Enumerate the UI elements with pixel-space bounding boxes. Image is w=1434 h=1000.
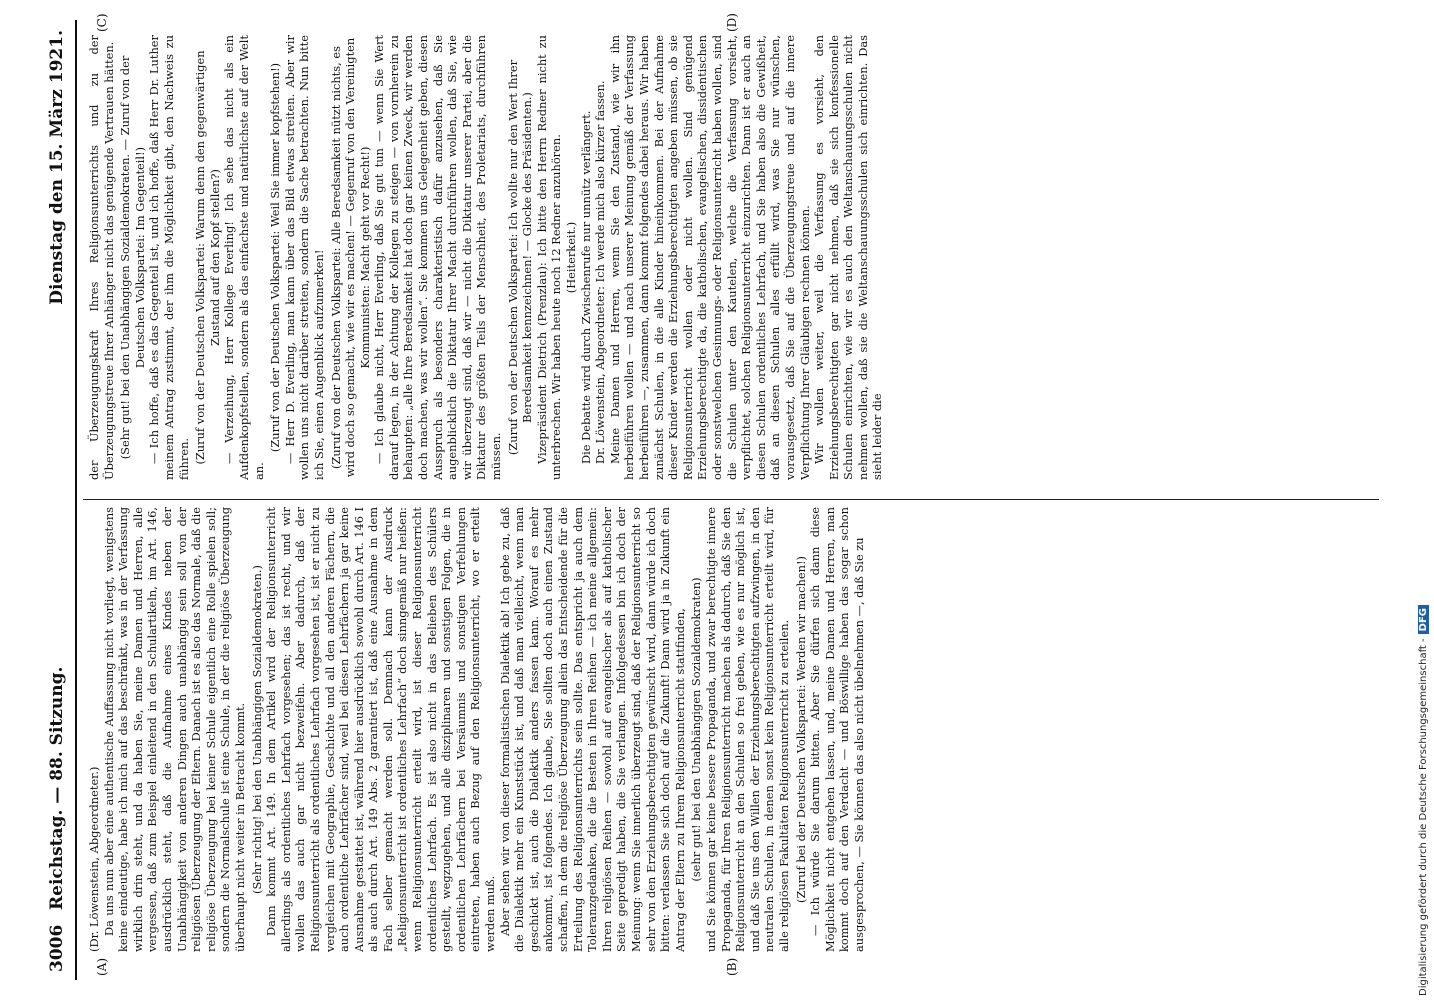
paragraph: Dr. Löwenstein, Abgeordneter: Ich werde mich also kürzer fassen. — [593, 80, 608, 464]
paragraph: Meine Damen und Herren, wenn Sie den Zustand, wie wir ihn herbeiführen wollen — und nach unserer Meinung gemäß der Verfassung herbeiführen —, zusammen, dann kommt folgendes dabei heraus. Wir haben zunächst Schulen, in die alle Kinder hineinkommen. Bei der Aufnahme dieser Kinder werden die Erziehungsberechtigten angeben müssen, ob sie Religionsunterricht wollen oder nicht wollen. Sind genügend Erziehungsberechtigte da, die katholischen, evangelischen, dissidentischen oder sonstwelchen Gesinnungs- oder Religionsunterricht haben wollen, sind die Schulen unter den Kautelen, welche die Verfassung vorsieht, verpflichtet, solchen Religionsunterricht einzurichten. Dann ist er auch an diesen Schulen ordentliches Lehrfach, und Sie haben also die Gewißheit, daß an diesen Schulen alles erfüllt wird, was Sie nur wünschen, vorausgesetzt, daß Sie auf die Überzeugungstreue und auf die innere Verpflichtung Ihrer Gläubigen rechnen können. — [607, 35, 812, 480]
page-header — [35, 20, 75, 980]
page-number: 3006 — [47, 924, 67, 972]
header-rule — [75, 20, 77, 980]
interjection: (Zuruf von der Deutschen Volkspartei: Alle Beredsamkeit nützt nichts, es wird doch so gemacht, wie wir es machen! — Gegenruf von den Vereinigten Kommunisten: Macht geht vor Recht!) — [328, 37, 372, 478]
interjection: (sehr gut! bei den Unabhängigen Sozialdemokraten) — [689, 577, 704, 882]
paragraph: Da uns nun aber eine authentische Auffassung nicht vorliegt, wenigstens keine eindeutige, habe ich mich auf das beschränkt, was in der Verfassung wirklich drin steht, und da haben Sie, meine Damen und Herren, alle vergessen, daß zum Beispiel einleitend in den Schulartikeln, im Art. 146, ausdrücklich steht, daß die Aufnahme eines Kindes neben der Unabhängigkeit von anderen Dingen auch unabhängig sein soll von der religiösen Überzeugung der Eltern. Danach ist es also das Normale, daß die religiöse Überzeugung bei keiner Schule eigentlich eine Rolle spielen soll; sondern die Normalschule ist eine Schule, in der die religiöse Überzeugung überhaupt nicht weiter in Betracht kommt. — [101, 507, 247, 952]
text-column-right — [87, 35, 1377, 480]
paragraph: — Ich hoffe, daß es das Gegenteil ist, und ich hoffe, daß Herr Dr. Luther meinem Antrag zustimmt, der ihm die Möglichkeit gibt, den Nachweis zu führen. — [147, 35, 191, 480]
margin-mark-b: (B) — [725, 957, 739, 976]
interjection: (Sehr gut! bei den Unabhängigen Sozialdemokraten. — Zuruf von der Deutschen Volkspartei: Im Gegenteil!) — [118, 55, 147, 460]
text-column-left — [87, 507, 1377, 952]
paragraph: Wir wollen weiter, weil die Verfassung es vorsieht, den Erziehungsberechtigten gar nicht nehmen, daß sie sich konfessionelle Schulen einrichten, wie wir es auch den Weltanschauungsschulen nicht nehmen wollen, daß sie die Weltanschauungsschulen sich einrichten. Das sieht leider die — [812, 35, 885, 480]
paragraph: Dann kommt Art. 149. In dem Artikel wird der Religionsunterricht allerdings als ordentliches Lehrfach vorgesehen; das ist recht, und wir wollen das auch gar nicht bezweifeln. Aber dadurch, daß der Religionsunterricht als ordentliches Lehrfach vorgesehen ist, ist er nicht zu vergleichen mit Geographie, Geschichte und all den anderen Fächern, die auch ordentliche Lehrfächer sind, weil bei diesen Lehrfächern ja gar keine Ausnahme gestattet ist, während hier ausdrücklich sowohl durch Art. 146 I als auch durch Art. 149 Abs. 2 garantiert ist, daß eine Ausnahme in dem Fach selber gemacht werden soll. Demnach kann der Ausdruck „Religionsunterricht ist ordentliches Lehrfach“ doch sinngemäß nur heißen: wenn Religionsunterricht erteilt wird, ist dieser Religionsunterricht ordentliches Lehrfach. Es ist also nicht in das Belieben des Schülers gestellt, wegzugehen, und alle disziplinaren und sonstigen Folgen, die in ordentlichen Lehrfächern bei Versäumnis und sonstigen Verfehlungen eintreten, haben auch Bezug auf den Religionsunterricht, wo er erteilt werden muß. — [264, 507, 498, 952]
interjection: (Sehr richtig! bei den Unabhängigen Sozialdemokraten.) — [249, 565, 264, 894]
margin-mark-a: (A) — [95, 957, 109, 976]
paragraph: — Herr D. Everling, man kann über das Bild etwas streiten. Aber wir wollen uns nicht darüber streiten, sondern die Sache betrachten. Nun bitte ich Sie, einen Augenblick aufzumerken! — [282, 35, 326, 480]
interjection: (Zuruf von der Deutschen Volkspartei: Weil Sie immer kopfstehen!) — [268, 62, 283, 453]
credit-text: Digitalisierung gefördert durch die Deutsche Forschungsgemeinschaft - — [1418, 638, 1429, 996]
paragraph: Vizepräsident Dietrich (Prenzlau): Ich bitte den Herrn Redner nicht zu unterbrechen. Wir haben heute noch 12 Redner anzuhören. — [534, 35, 564, 480]
column-divider — [83, 499, 1379, 500]
paragraph: der Überzeugungskraft Ihres Religionsunterrichts und zu der Überzeugungstreue Ihrer Anhänger nicht das genügende Vertrauen hätten. — [87, 35, 116, 480]
interjection: (Zuruf von der Deutschen Volkspartei: Warum denn den gegenwärtigen Zustand auf den Kopf stellen?) — [193, 50, 222, 465]
rotated-page — [35, 13, 1385, 980]
paragraph: Aber sehen wir von dieser formalistischen Dialektik ab! Ich gebe zu, daß die Dialektik mehr ein Kunststück ist, und daß man vielleicht, wenn man geschickt ist, auch die Dialektik anders fassen kann. Worauf es mehr ankommt, ist folgendes. Ich glaube, Sie sollten doch auch einen Zustand schaffen, in dem die religiöse Überzeugung allein das Entscheidende für die Erteilung des Religionsunterrichts sein sollte. Das entspricht ja auch dem Toleranzgedanken, die die Besten in Ihren Reihen — ich meine allgemein: Ihren religiösen Reihen — sowohl auf evangelischer als auf katholischer Seite gepredigt haben, die Sie verlangen. Infolgedessen bin ich doch der Meinung: wenn Sie innerlich überzeugt sind, daß der Religionsunterricht so sehr von den Erziehungsberechtigten gewünscht wird, dann würde ich doch bitten: verlassen Sie sich doch auf die Zukunft! Dann wird ja in Zukunft ein Antrag der Eltern zu Ihrem Religionsunterricht stattfinden, — [497, 507, 687, 952]
paragraph: Die Debatte wird durch Zwischenrufe nur unnütz verlängert. — [578, 110, 593, 464]
paragraph: und Sie können gar keine bessere Propaganda, und zwar berechtigte innere Propaganda, für Ihren Religionsunterricht machen als dadurch, daß Sie den Religionsunterricht an den Schulen so frei geben, wie es nur möglich ist, und daß Sie uns den Willen der Erziehungsberechtigten aufzwingen, in den neutralen Schulen, in denen sonst kein Religionsunterricht erteilt wird, für alle religiösen Fakultäten Religionsunterricht zu erteilen. — [703, 507, 791, 952]
interjection: (Zuruf bei der Deutschen Volkspartei: Werden wir machen!) — [793, 556, 808, 903]
paragraph: — Ich glaube nicht, Herr Everling, daß Sie gut tun — wenn Sie Wert darauf legen, in der Achtung der Kollegen zu steigen — von vornherein zu behaupten: „alle Ihre Beredsamkeit hat doch gar keinen Zweck, wir werden doch machen, was wir wollen“. Sie kommen uns Gelegenheit geben, diesen Ausspruch als besonders charakteristisch dafür anzusehen, daß Sie augenblicklich die Diktatur Ihrer Macht durchführen wollen, daß Sie, wie wir überzeugt sind, daß wir — nicht die Diktatur unserer Partei, aber die Diktatur des größten Teils der Menschheit, des Proletariats, durchführen müssen. — [372, 35, 504, 480]
header-date: Dienstag den 15. März 1921. — [47, 30, 67, 305]
speaker-reference: (Dr. Löwenstein, Abgeordneter.) — [87, 766, 101, 952]
margin-mark-c: (C) — [95, 13, 109, 32]
interjection: (Heiterkeit.) — [564, 221, 578, 294]
header-session: Reichstag. — 88. Sitzung. — [47, 666, 67, 910]
digitization-credit — [1418, 605, 1429, 996]
margin-mark-d: (D) — [725, 13, 739, 32]
dfg-logo: DFG — [1418, 605, 1429, 634]
paragraph: — Ich würde Sie darum bitten. Aber Sie dürfen sich dann diese Möglichkeit nicht entgehen lassen, und, meine Damen und Herren, man kommt doch auf den Verdacht — und Böswillige haben das sogar schon ausgesprochen, — Sie können das also nicht übelnehmen —, daß Sie zu — [808, 507, 866, 952]
paragraph: — Verzeihung, Herr Kollege Everling! Ich sehe das nicht als ein Aufdenkopfstellen, sondern als das einfachste und natürlichste auf der Welt an. — [222, 35, 266, 480]
interjection: (Zuruf von der Deutschen Volkspartei: Ich wollte nur den Wert Ihrer Beredsamkeit kennzeichnen! — Glocke des Präsidenten.) — [505, 59, 535, 456]
